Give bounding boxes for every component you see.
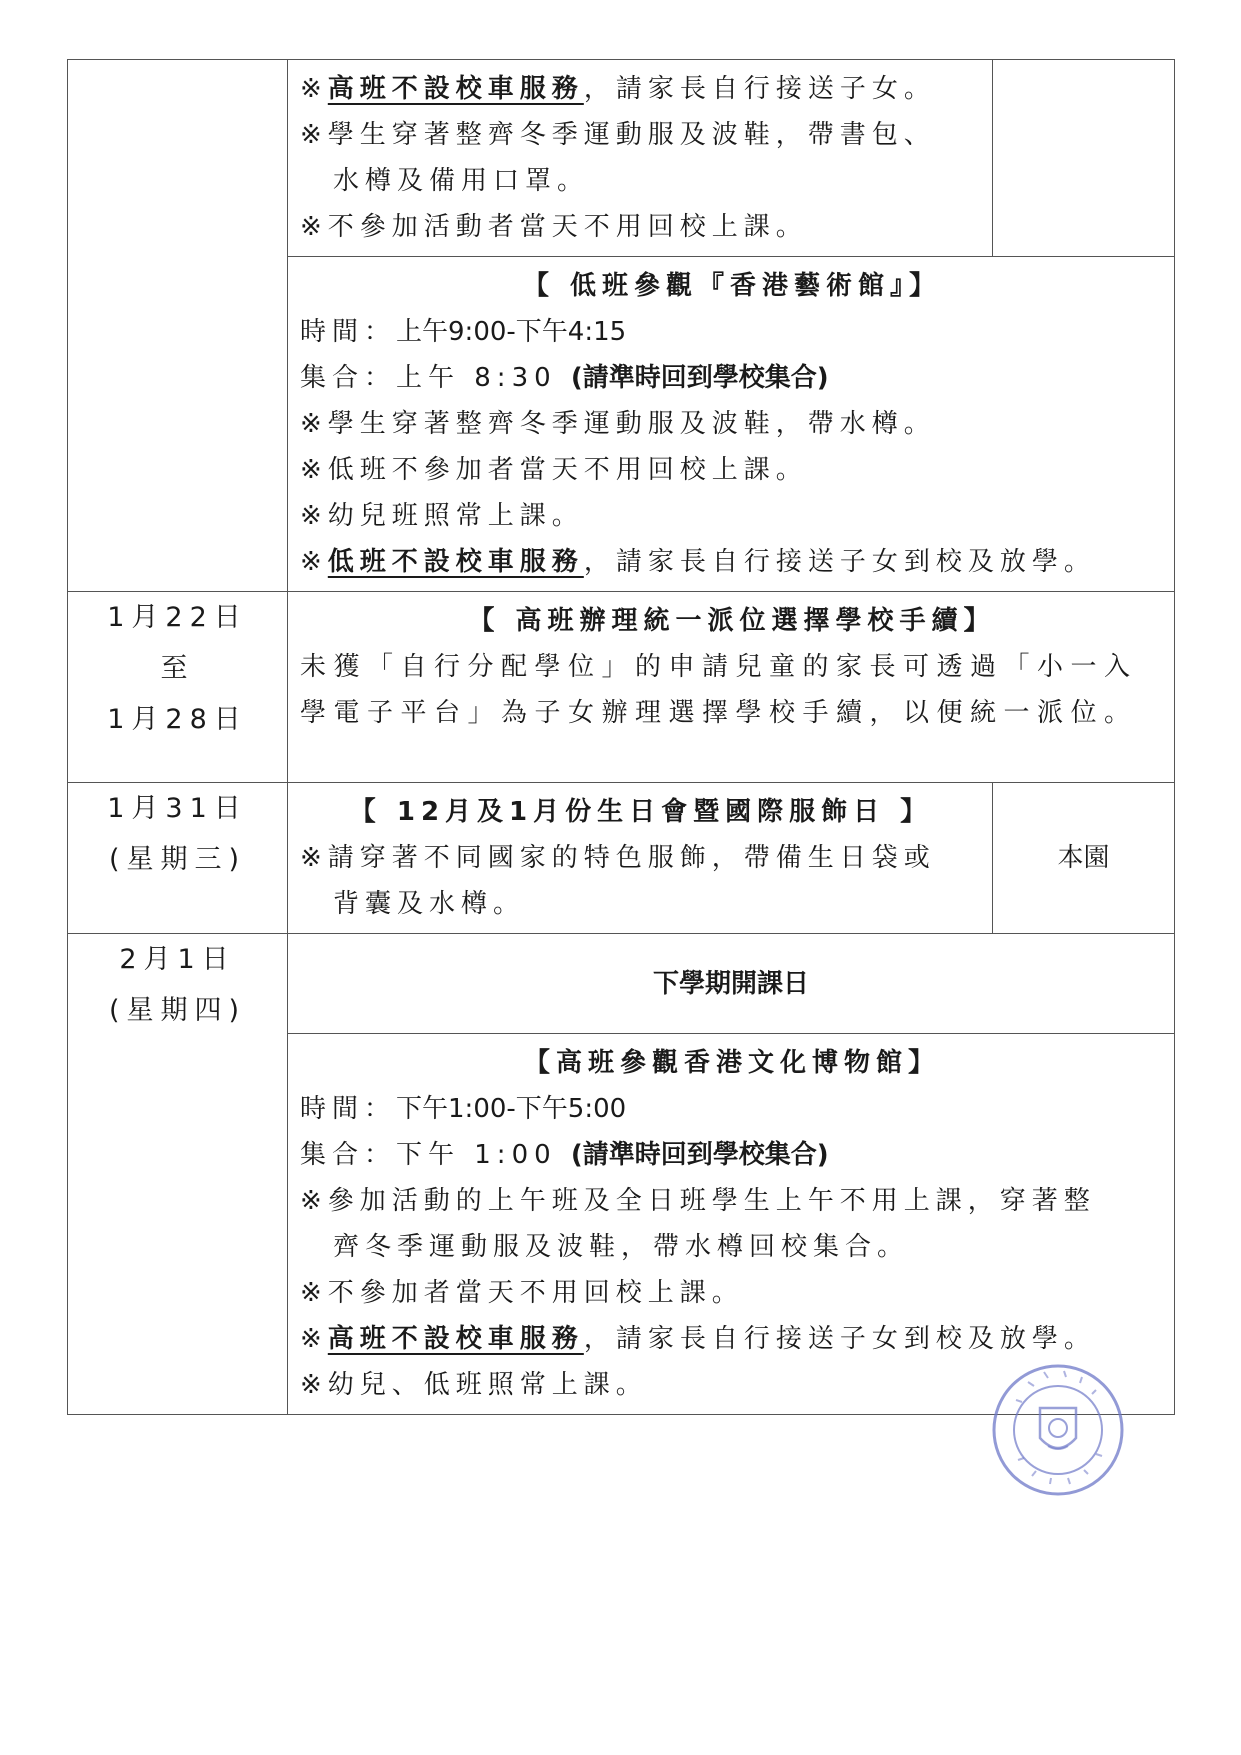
term-start-title: 下學期開課日 (652, 968, 809, 999)
event-cell (288, 592, 1175, 783)
event-cell (288, 1034, 1175, 1415)
date-to-word: 至 (160, 653, 195, 684)
note-line: ※幼兒班照常上課。 (300, 501, 584, 531)
event-title: 【 高班辦理統一派位選擇學校手續】 (468, 606, 996, 636)
date-to: 1月28日 (107, 704, 248, 735)
event-cell (288, 257, 1175, 592)
date-from: 1月22日 (107, 602, 248, 633)
date-cell-empty (68, 60, 288, 592)
note-line: ※不參加者當天不用回校上課。 (300, 1278, 744, 1308)
school-seal-stamp (988, 1360, 1128, 1500)
weekday: (星期三) (108, 844, 247, 875)
gather-line: 集合：上午 8:30 (請準時回到學校集合) (300, 363, 829, 393)
note-line: ※學生穿著整齊冬季運動服及波鞋，帶書包、 (300, 120, 936, 150)
date-cell (68, 783, 288, 934)
table-row (68, 783, 1175, 934)
time-line: 時間：下午1:00-下午5:00 (300, 1094, 627, 1124)
schedule-table (67, 59, 1175, 1415)
note-line: ※參加活動的上午班及全日班學生上午不用上課，穿著整 (300, 1186, 1096, 1216)
note-line: ※不參加活動者當天不用回校上課。 (300, 212, 808, 242)
date-cell (68, 592, 288, 783)
note-line: 水樽及備用口罩。 (333, 166, 590, 196)
note-line: 齊冬季運動服及波鞋，帶水樽回校集合。 (333, 1232, 910, 1262)
date: 2月1日 (119, 944, 236, 975)
event-title: 【 低班參觀『香港藝術館』】 (522, 271, 942, 301)
time-line: 時間：上午9:00-下午4:15 (300, 317, 627, 347)
table-row (68, 60, 1175, 257)
term-start-cell (288, 934, 1175, 1034)
location-text: 本園 (1057, 843, 1110, 873)
note-line: ※請穿著不同國家的特色服飾，帶備生日袋或 (300, 843, 936, 873)
table-row (68, 934, 1175, 1034)
date-cell (68, 934, 288, 1415)
event-title: 【高班參觀香港文化博物館】 (523, 1048, 940, 1078)
note-line: ※學生穿著整齊冬季運動服及波鞋，帶水樽。 (300, 409, 936, 439)
note-line: ※低班不參加者當天不用回校上課。 (300, 455, 808, 485)
event-title: 【 12月及1月份生日會暨國際服飾日 】 (349, 797, 933, 827)
note-line: ※幼兒、低班照常上課。 (300, 1370, 648, 1400)
event-body: 未獲「自行分配學位」的申請兒童的家長可透過「小一入學電子平台」為子女辦理選擇學校手續，以便統一派位。 (300, 652, 1138, 728)
date: 1月31日 (107, 793, 248, 824)
location-cell-empty (993, 60, 1175, 257)
table-row (68, 592, 1175, 783)
note-line: ※高班不設校車服務，請家長自行接送子女到校及放學。 (300, 1324, 1096, 1354)
weekday: (星期四) (108, 995, 247, 1026)
gather-line: 集合：下午 1:00 (請準時回到學校集合) (300, 1140, 829, 1170)
event-cell (288, 783, 993, 934)
location-cell (993, 783, 1175, 934)
note-line: ※高班不設校車服務，請家長自行接送子女。 (300, 74, 936, 104)
event-cell (288, 60, 993, 257)
note-line: 背囊及水樽。 (333, 889, 526, 919)
note-line: ※低班不設校車服務，請家長自行接送子女到校及放學。 (300, 547, 1096, 577)
